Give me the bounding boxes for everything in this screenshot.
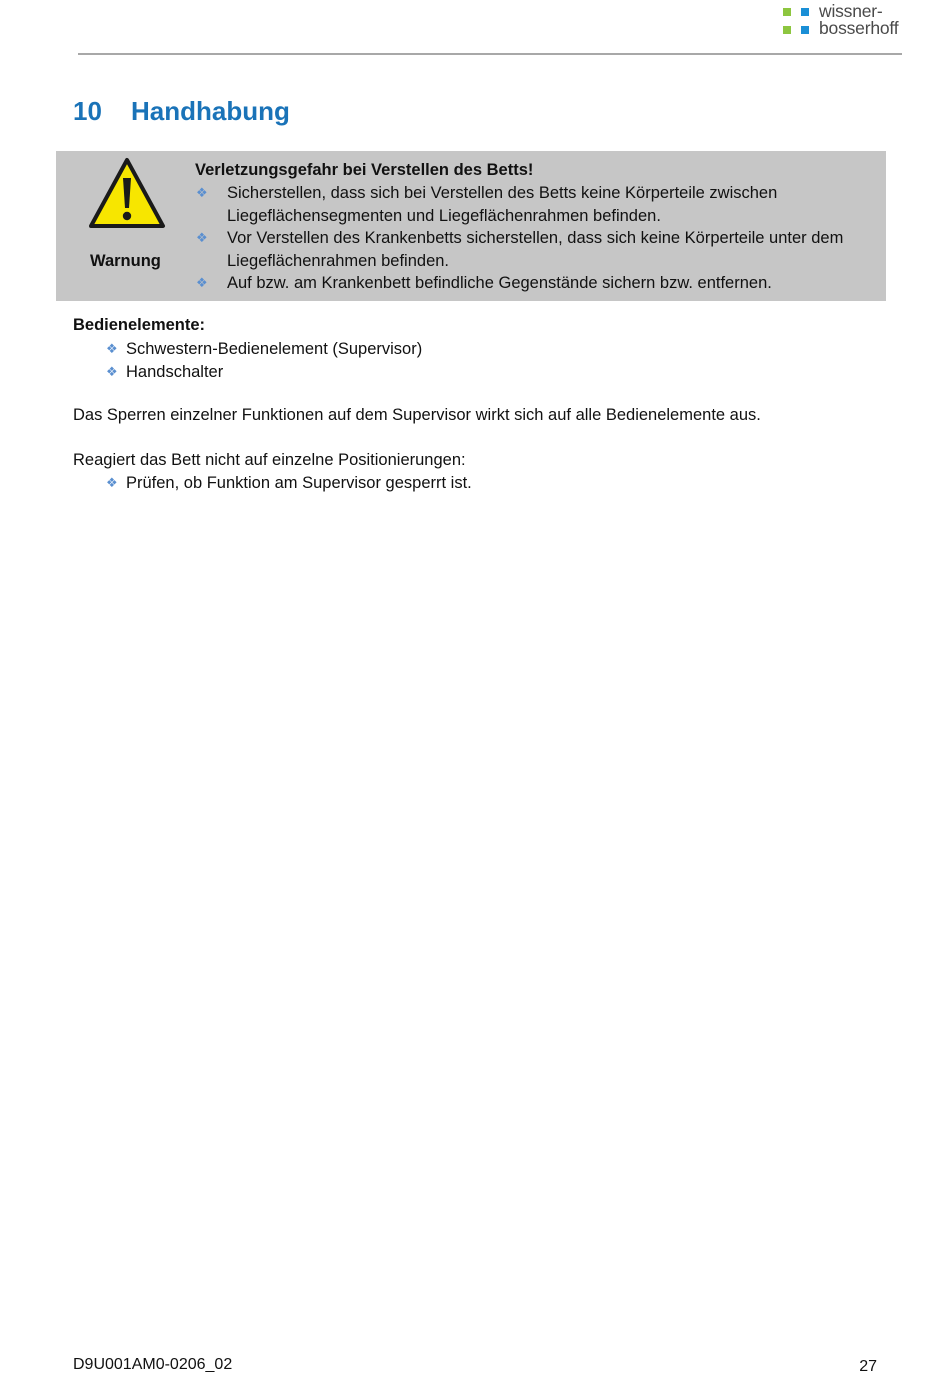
controls-heading: Bedienelemente: <box>73 316 206 334</box>
logo-text-line2: bosserhoff <box>819 18 899 38</box>
footer-document-id: D9U001AM0-0206_02 <box>73 1356 233 1373</box>
warning-item <box>195 227 843 272</box>
warning-item-line: Liegeflächensegmenten und Liegeflächenrahmen befinden. <box>227 206 661 225</box>
list-item-text: Prüfen, ob Funktion am Supervisor gesperrt ist. <box>126 474 472 492</box>
list-item-text: Schwestern-Bedienelement (Supervisor) <box>126 340 423 358</box>
paragraph-troubleshoot: Reagiert das Bett nicht auf einzelne Positionierungen: <box>73 451 466 469</box>
list-item <box>105 472 472 495</box>
warning-item-line: Liegeflächenrahmen befinden. <box>227 251 450 270</box>
paragraph-lock-functions: Das Sperren einzelner Funktionen auf dem Supervisor wirkt sich auf alle Bedienelemente aus. <box>73 406 761 424</box>
diamond-bullet-icon: ❖ <box>106 341 118 356</box>
logo-square <box>801 26 809 34</box>
diamond-bullet-icon: ❖ <box>196 275 208 290</box>
warning-list <box>195 182 843 295</box>
diamond-bullet-icon: ❖ <box>196 230 208 245</box>
controls-list <box>105 338 422 383</box>
warning-label: Warnung <box>90 252 161 270</box>
warning-box <box>56 151 886 301</box>
header-divider <box>78 53 902 55</box>
list-item-text: Handschalter <box>126 362 224 381</box>
warning-item-line: Auf bzw. am Krankenbett befindliche Gegenstände sichern bzw. entfernen. <box>227 274 772 292</box>
list-item <box>105 361 422 384</box>
logo-square <box>801 8 809 16</box>
list-item <box>105 338 422 361</box>
footer-page-number: 27 <box>859 1358 877 1375</box>
chapter-heading: Handhabung <box>131 96 290 126</box>
diamond-bullet-icon: ❖ <box>106 475 118 490</box>
warning-item <box>195 272 843 295</box>
warning-triangle-icon <box>87 156 167 230</box>
logo-text-line1: wissner- <box>819 1 883 21</box>
company-logo <box>782 2 912 42</box>
troubleshoot-list <box>105 472 472 495</box>
warning-item-line: Sicherstellen, dass sich bei Verstellen des Betts keine Körperteile zwischen <box>227 184 778 202</box>
diamond-bullet-icon: ❖ <box>196 185 208 200</box>
warning-item <box>195 182 843 227</box>
logo-square <box>783 8 791 16</box>
chapter-number: 10 <box>73 96 102 126</box>
warning-title: Verletzungsgefahr bei Verstellen des Betts! <box>195 161 534 179</box>
logo-square <box>783 26 791 34</box>
diamond-bullet-icon: ❖ <box>106 363 118 379</box>
warning-item-line: Vor Verstellen des Krankenbetts sicherstellen, dass sich keine Körperteile unter dem <box>227 229 844 247</box>
chapter-title <box>73 96 290 127</box>
